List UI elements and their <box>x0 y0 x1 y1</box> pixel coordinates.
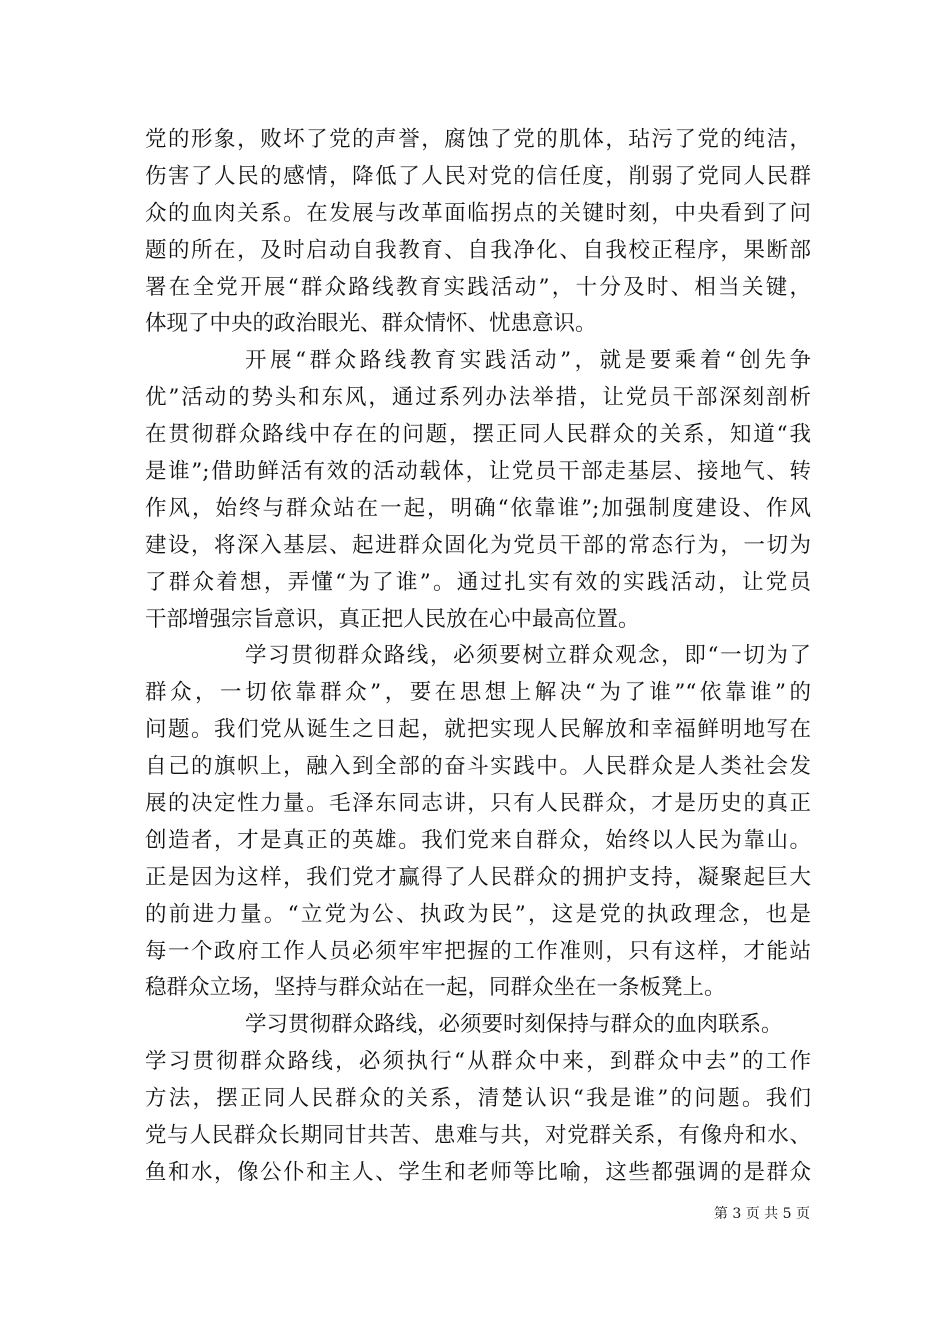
text-line: 开展“群众路线教育实践活动”，就是要乘着“创先争 <box>245 348 811 374</box>
text-line: 署在全党开展“群众路线教育实践活动”，十分及时、相当关键， <box>145 274 811 300</box>
text-line: 体现了中央的政治眼光、群众情怀、忧患意识。 <box>145 311 597 337</box>
text-line: 了群众着想，弄懂“为了谁”。通过扎实有效的实践活动，让党员 <box>145 569 811 595</box>
text-line: 展的决定性力量。毛泽东同志讲，只有人民群众，才是历史的真正 <box>145 791 811 817</box>
text-line: 党的形象，败坏了党的声誉，腐蚀了党的肌体，玷污了党的纯洁， <box>145 127 811 152</box>
text-line: 每一个政府工作人员必须牢牢把握的工作准则，只有这样，才能站 <box>145 938 811 964</box>
text-line: 作风，始终与群众站在一起，明确“依靠谁”;加强制度建设、作风 <box>145 495 811 521</box>
document-body <box>145 122 811 1192</box>
text-line: 干部增强宗旨意识，真正把人民放在心中最高位置。 <box>145 606 640 632</box>
text-line: 在贯彻群众路线中存在的问题，摆正同人民群众的关系，知道“我 <box>145 422 811 448</box>
paragraph <box>145 343 811 638</box>
text-line: 自己的旗帜上，融入到全部的奋斗实践中。人民群众是人类社会发 <box>145 754 811 780</box>
text-line: 是谁”;借助鲜活有效的活动载体，让党员干部走基层、接地气、转 <box>145 459 811 485</box>
text-line: 题的所在，及时启动自我教育、自我净化、自我校正程序，果断部 <box>145 237 811 263</box>
text-line: 学习贯彻群众路线，必须要树立群众观念，即“一切为了 <box>245 643 811 669</box>
text-line: 问题。我们党从诞生之日起，就把实现人民解放和幸福鲜明地写在 <box>145 717 811 743</box>
paragraph <box>145 638 811 1007</box>
paragraph <box>145 1007 811 1191</box>
paragraph <box>145 122 811 343</box>
text-line: 创造者，才是真正的英雄。我们党来自群众，始终以人民为靠山。 <box>145 827 811 853</box>
text-line: 学习贯彻群众路线，必须要时刻保持与群众的血肉联系。 <box>245 1012 783 1038</box>
text-line: 群众，一切依靠群众”，要在思想上解决“为了谁”“依靠谁”的 <box>145 680 811 706</box>
text-line: 稳群众立场，坚持与群众站在一起，同群众坐在一条板凳上。 <box>145 975 726 1001</box>
text-line: 建设，将深入基层、起进群众固化为党员干部的常态行为，一切为 <box>145 532 811 558</box>
text-line: 的前进力量。“立党为公、执政为民”，这是党的执政理念，也是 <box>145 901 811 927</box>
text-line: 学习贯彻群众路线，必须执行“从群众中来，到群众中去”的工作 <box>145 1049 811 1075</box>
text-line: 方法，摆正同人民群众的关系，清楚认识“我是谁”的问题。我们 <box>145 1086 811 1112</box>
text-line: 党与人民群众长期同甘共苦、患难与共，对党群关系，有像舟和水、 <box>145 1123 811 1149</box>
text-line: 正是因为这样，我们党才赢得了人民群众的拥护支持，凝聚起巨大 <box>145 864 811 890</box>
text-line: 众的血肉关系。在发展与改革面临拐点的关键时刻，中央看到了问 <box>145 200 811 226</box>
text-line: 鱼和水，像公仆和主人、学生和老师等比喻，这些都强调的是群众 <box>145 1159 811 1185</box>
page-number: 第 3 页 共 5 页 <box>713 1206 810 1222</box>
text-line: 优”活动的势头和东风，通过系列办法举措，让党员干部深刻剖析 <box>145 385 811 411</box>
text-line: 伤害了人民的感情，降低了人民对党的信任度，削弱了党同人民群 <box>145 163 811 189</box>
